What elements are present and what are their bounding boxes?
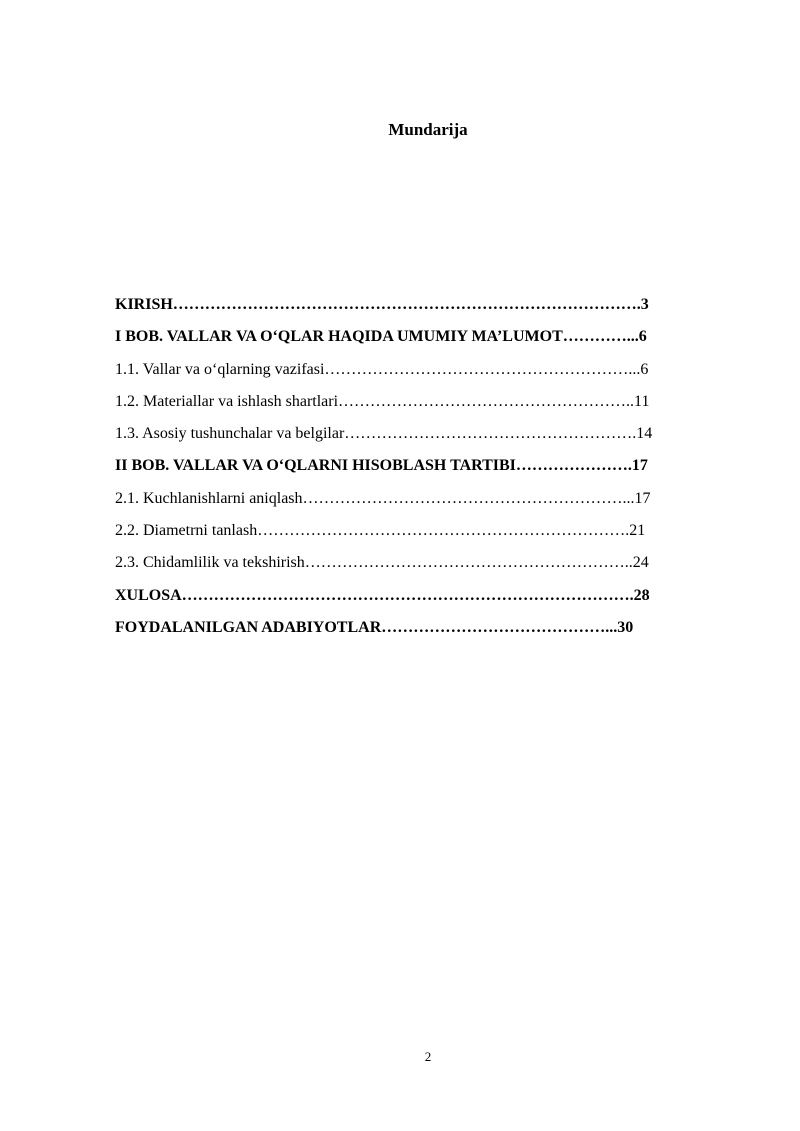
page-number: 2	[424, 1049, 432, 1064]
toc-entry-xulosa: XULOSA………………………………………………………………………….28	[115, 586, 650, 604]
toc-entry-adabiyotlar: FOYDALANILGAN ADABIYOTLAR……………………………………...30	[115, 618, 634, 636]
toc-entry-1-2: 1.2. Materiallar va ishlash shartlari………………………………………………..11	[115, 392, 650, 410]
toc-entry-2-2: 2.2. Diametrni tanlash…………………………………………………………….21	[115, 522, 646, 540]
toc-entry-chapter-2: II BOB. VALLAR VA O‘QLARNI HISOBLASH TARTIBI………………….17	[115, 457, 648, 475]
toc-entry-2-3: 2.3. Chidamlilik va tekshirish……………………………………………………..24	[115, 554, 649, 572]
toc-entry-chapter-1: I BOB. VALLAR VA O‘QLAR HAQIDA UMUMIY MA’LUMOT…………...6	[115, 328, 647, 346]
toc-entry-1-3: 1.3. Asosiy tushunchalar va belgilar……………………………………………….14	[115, 425, 653, 443]
table-of-contents	[115, 292, 743, 647]
toc-entry-kirish: KIRISH…………………………………………………………………………….3	[115, 296, 649, 313]
page-title: Mundarija	[388, 120, 468, 139]
toc-entry-1-1: 1.1. Vallar va o‘qlarning vazifasi…………………………………………………...6	[115, 360, 649, 378]
toc-entry-2-1: 2.1. Kuchlanishlarni aniqlash……………………………………………………...17	[115, 489, 651, 507]
